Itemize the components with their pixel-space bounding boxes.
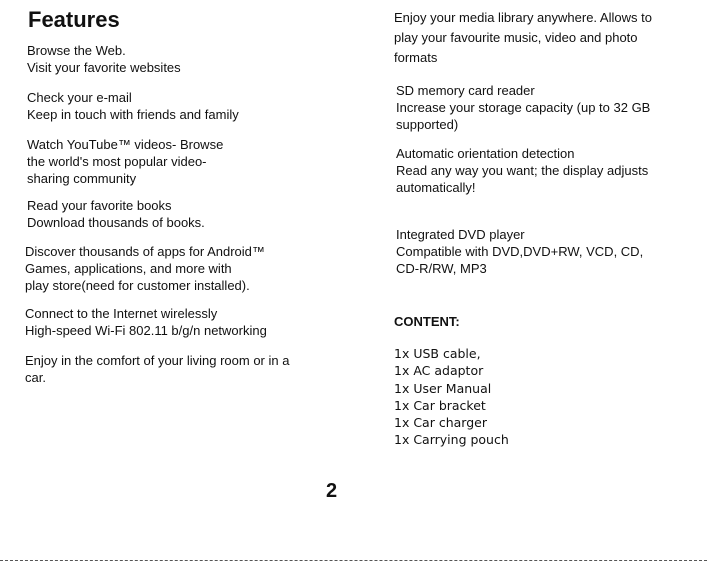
feature-media-library bbox=[394, 8, 684, 68]
feature-wifi bbox=[25, 305, 345, 339]
feature-line: Increase your storage capacity (up to 32 GB bbox=[396, 100, 651, 115]
feature-line: Integrated DVD player bbox=[396, 227, 525, 242]
feature-line: Connect to the Internet wirelessly bbox=[25, 306, 218, 321]
feature-orientation bbox=[396, 145, 686, 196]
feature-line: Read your favorite books bbox=[27, 198, 172, 213]
content-item: 1x Car bracket bbox=[394, 397, 486, 413]
feature-line: supported) bbox=[396, 117, 459, 132]
feature-line: Keep in touch with friends and family bbox=[27, 107, 239, 122]
feature-line: the world's most popular video- bbox=[27, 154, 207, 169]
page-number: 2 bbox=[326, 480, 338, 502]
content-heading: CONTENT: bbox=[394, 314, 460, 329]
feature-line: automatically! bbox=[396, 180, 476, 195]
feature-line: High-speed Wi-Fi 802.11 b/g/n networking bbox=[25, 323, 267, 338]
content-item: 1x USB cable, bbox=[394, 346, 481, 361]
feature-line: play your favourite music, video and photo bbox=[394, 30, 638, 45]
feature-line: Visit your favorite websites bbox=[27, 60, 181, 75]
feature-books bbox=[27, 197, 327, 231]
feature-line: Browse the Web. bbox=[27, 43, 126, 58]
feature-browse-web bbox=[27, 42, 327, 76]
feature-youtube bbox=[27, 136, 327, 187]
feature-line: CD-R/RW, MP3 bbox=[396, 261, 487, 276]
feature-line: formats bbox=[394, 50, 438, 65]
feature-line: Enjoy in the comfort of your living room or in a bbox=[25, 353, 290, 368]
feature-line: Compatible with DVD,DVD+RW, VCD, CD, bbox=[396, 244, 644, 259]
feature-line: Check your e-mail bbox=[27, 90, 132, 105]
feature-line: Download thousands of books. bbox=[27, 215, 205, 230]
content-item: 1x Car charger bbox=[394, 415, 487, 431]
page-title: Features bbox=[28, 7, 120, 32]
feature-sd-card bbox=[396, 82, 686, 133]
content-item: 1x Carrying pouch bbox=[394, 432, 509, 448]
feature-apps bbox=[25, 243, 345, 294]
feature-line: Read any way you want; the display adjusts bbox=[396, 163, 649, 178]
feature-line: sharing community bbox=[27, 171, 137, 186]
feature-line: SD memory card reader bbox=[396, 83, 535, 98]
feature-email bbox=[27, 89, 327, 123]
content-list bbox=[394, 345, 509, 449]
content-item: 1x AC adaptor bbox=[394, 363, 484, 379]
feature-line: Automatic orientation detection bbox=[396, 146, 575, 161]
content-item: 1x User Manual bbox=[394, 380, 492, 396]
feature-line: Enjoy your media library anywhere. Allows to bbox=[394, 10, 652, 25]
feature-line: Games, applications, and more with bbox=[25, 261, 232, 276]
feature-comfort bbox=[25, 352, 345, 386]
feature-line: Discover thousands of apps for Android™ bbox=[25, 244, 265, 259]
feature-line: Watch YouTube™ videos- Browse bbox=[27, 137, 224, 152]
page-divider bbox=[0, 560, 707, 561]
feature-line: car. bbox=[25, 370, 46, 385]
feature-line: play store(need for customer installed). bbox=[25, 278, 250, 293]
feature-dvd-player bbox=[396, 226, 686, 277]
